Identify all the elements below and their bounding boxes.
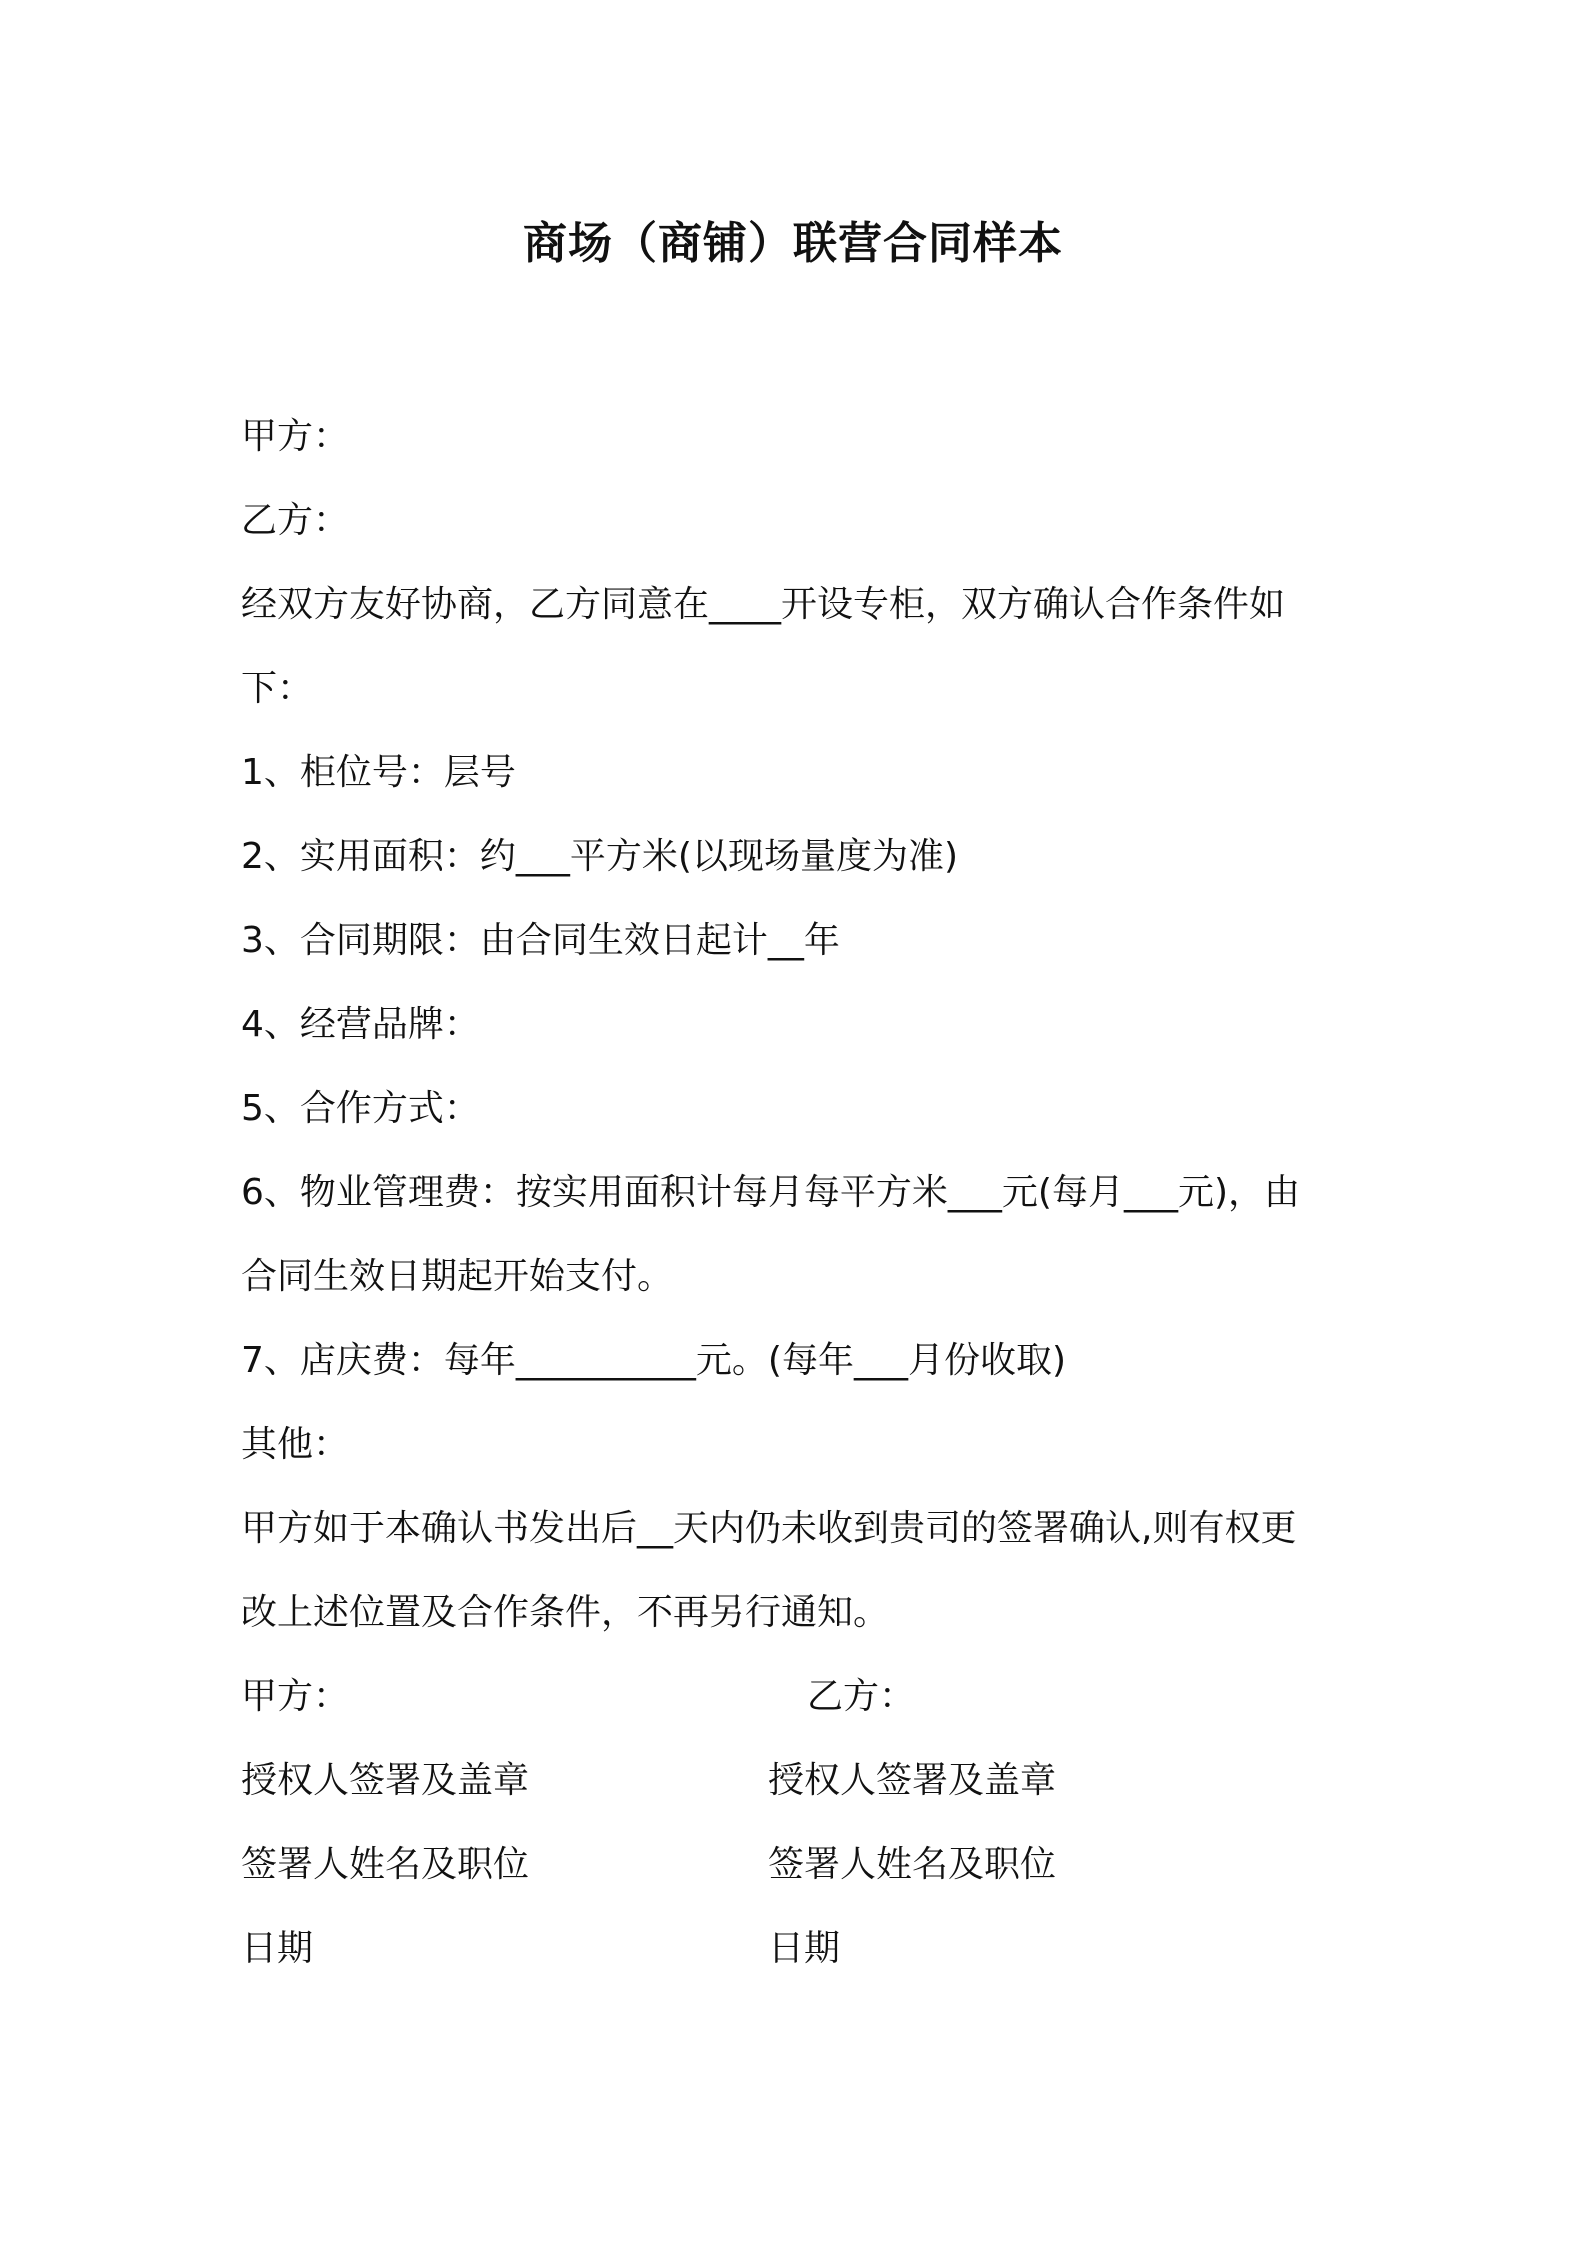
signature-a-authorized: 授权人签署及盖章 <box>241 1760 530 1801</box>
signature-a-signer: 签署人姓名及职位 <box>241 1844 530 1885</box>
party-a-label: 甲方： <box>241 416 350 457</box>
party-b-label: 乙方： <box>241 500 350 541</box>
signature-b-date: 日期 <box>768 1928 841 1969</box>
signature-party-b: 乙方： <box>807 1676 916 1717</box>
intro-line-1: 经双方友好协商，乙方同意在____开设专柜，双方确认合作条件如 <box>241 584 1286 625</box>
item-cooperation: 5、合作方式： <box>241 1088 480 1129</box>
document-title: 商场（商铺）联营合同样本 <box>523 218 1063 269</box>
item-counter-number: 1、柜位号：层号 <box>241 752 516 793</box>
other-label: 其他： <box>241 1424 350 1465</box>
item-area: 2、实用面积：约___平方米(以现场量度为准) <box>241 836 958 877</box>
intro-line-2: 下： <box>241 668 314 709</box>
signature-b-signer: 签署人姓名及职位 <box>768 1844 1057 1885</box>
signature-party-a: 甲方： <box>241 1676 350 1717</box>
item-management-fee-cont: 合同生效日期起开始支付。 <box>241 1256 674 1297</box>
other-line-1: 甲方如于本确认书发出后__天内仍未收到贵司的签署确认,则有权更 <box>241 1508 1297 1549</box>
signature-b-authorized: 授权人签署及盖章 <box>768 1760 1057 1801</box>
item-management-fee: 6、物业管理费：按实用面积计每月每平方米___元(每月___元)，由 <box>241 1172 1300 1213</box>
other-line-2: 改上述位置及合作条件，不再另行通知。 <box>241 1592 890 1633</box>
item-brand: 4、经营品牌： <box>241 1004 480 1045</box>
signature-a-date: 日期 <box>241 1928 314 1969</box>
item-term: 3、合同期限：由合同生效日起计__年 <box>241 920 840 961</box>
item-anniversary-fee: 7、店庆费：每年__________元。(每年___月份收取) <box>241 1340 1066 1381</box>
